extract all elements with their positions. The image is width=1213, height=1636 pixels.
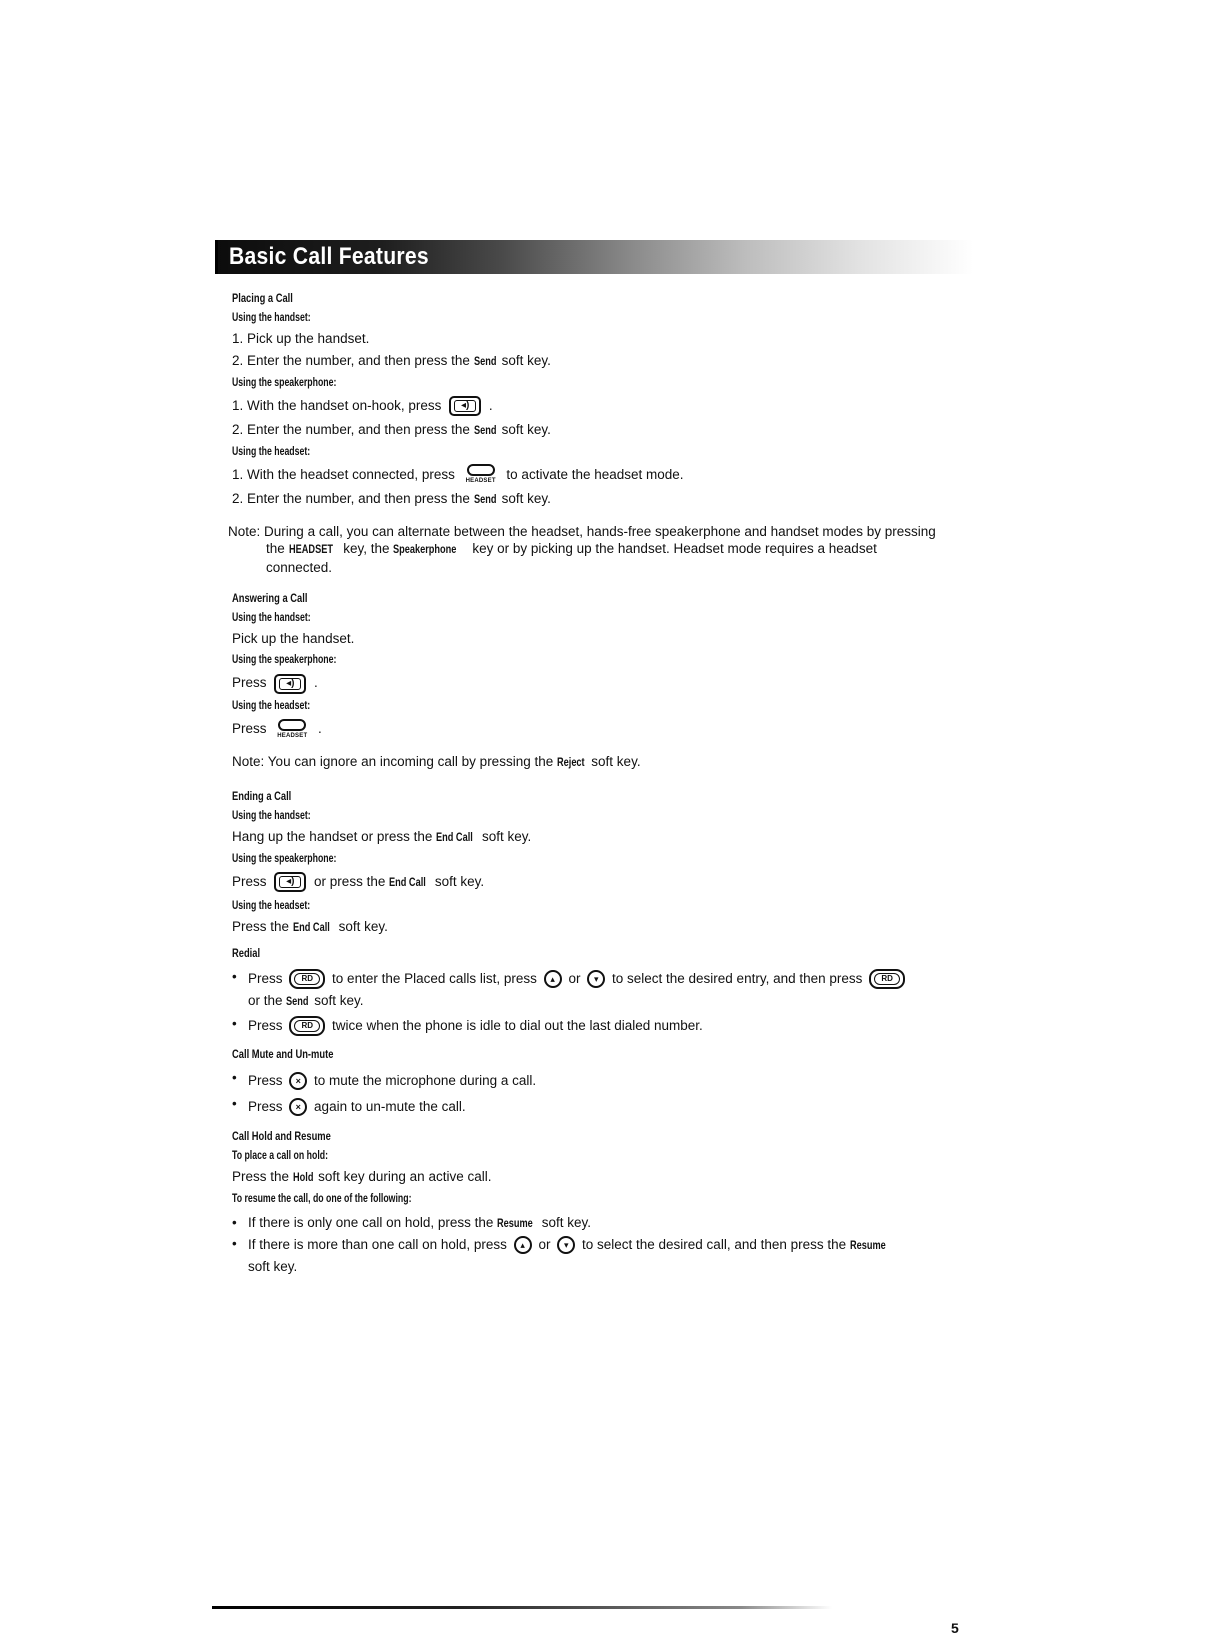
resume-key-label: Resume [497, 1217, 533, 1230]
note-text: During a call, you can alternate between the headset, hands-free speakerphone and handset modes by pressing [264, 524, 936, 540]
step-text [232, 488, 972, 511]
subheading-handset: Using the handset: [232, 612, 311, 625]
mute-icon: × [289, 1098, 307, 1116]
text: 1. With the handset on-hook, press [232, 398, 442, 413]
speaker-icon: ◂) [274, 674, 306, 694]
end-call-key-label: End Call [436, 831, 473, 844]
send-key-label: Send [473, 425, 497, 437]
subheading-handset: Using the handset: [232, 312, 311, 324]
text: 2. Enter the number, and then press the [232, 353, 470, 368]
heading-mute: Call Mute and Un-mute [232, 1046, 334, 1061]
send-key-label: Send [473, 356, 497, 368]
end-text: Hang up the handset or press the End Call soft key. [232, 826, 972, 849]
list-item: • If there is more than one call on hold, press ▴ or ▾ to select the desired call, and then press the Resume soft key. [232, 1234, 972, 1276]
end-call-key-label: End Call [389, 876, 426, 889]
subheading-headset: Using the headset: [232, 700, 311, 713]
text: 2. Enter the number, and then press the [232, 491, 470, 507]
note-alternate-modes [228, 523, 972, 576]
subheading-handset: Using the handset: [232, 809, 311, 822]
note-ignore-call: Note: You can ignore an incoming call by pressing the Reject soft key. [232, 751, 972, 774]
answer-text: Press HEADSET . [232, 716, 972, 742]
headset-icon: HEADSET [463, 462, 499, 488]
redial-icon: RD [289, 1016, 325, 1036]
resume-key-label: Resume [849, 1239, 886, 1252]
heading-answering-call: Answering a Call [232, 591, 308, 606]
text: soft key. [501, 353, 551, 368]
heading-ending-call: Ending a Call [232, 788, 292, 803]
text: 1. With the headset connected, press [232, 467, 455, 482]
section-banner [215, 240, 973, 274]
text: soft key. [501, 422, 551, 437]
speakerphone-key-label: Speakerphone [393, 544, 457, 557]
heading-redial: Redial [232, 945, 261, 960]
hold-text: Press the Hold soft key during an active call. [232, 1166, 972, 1189]
text: 2. Enter the number, and then press the [232, 422, 470, 437]
page-number: 5 [951, 1620, 959, 1636]
subheading-speakerphone: Using the speakerphone: [232, 852, 337, 865]
step-text [232, 419, 972, 442]
subheading-speakerphone: Using the speakerphone: [232, 654, 337, 667]
hold-key-label: Hold [292, 1171, 314, 1184]
text: to activate the headset mode. [506, 467, 684, 482]
list-item: • Press RD twice when the phone is idle to dial out the last dialed number. [232, 1014, 972, 1038]
step-text [232, 350, 972, 373]
heading-hold-resume: Call Hold and Resume [232, 1128, 331, 1143]
note-prefix: Note: [228, 524, 261, 540]
headset-key-label: HEADSET [288, 544, 333, 557]
mute-icon: × [289, 1072, 307, 1090]
speaker-icon: ◂) [274, 872, 306, 892]
down-arrow-icon: ▾ [587, 970, 605, 988]
step-text: 1. With the handset on-hook, press ◂) . [232, 393, 972, 419]
subheading-headset: Using the headset: [232, 446, 311, 458]
list-item: • Press × again to un-mute the call. [232, 1094, 972, 1120]
redial-icon: RD [289, 969, 325, 989]
speaker-icon: ◂) [449, 396, 481, 416]
list-item: • If there is only one call on hold, press the Resume soft key. [232, 1213, 972, 1234]
footer-rule [212, 1606, 832, 1609]
note-text: connected. [266, 560, 333, 576]
end-text: Press ◂) or press the End Call soft key. [232, 869, 972, 896]
page-content [228, 288, 972, 1276]
subheading-speakerphone: Using the speakerphone: [232, 377, 337, 389]
send-key-label: Send [473, 494, 497, 507]
note-text: the HEADSET key, the Speakerphone key or by picking up the handset. Headset mode requires a headset [228, 540, 972, 559]
down-arrow-icon: ▾ [557, 1236, 575, 1254]
subheading-place-hold: To place a call on hold: [232, 1149, 328, 1162]
end-text: Press the End Call soft key. [232, 916, 972, 939]
heading-placing-call: Placing a Call [232, 291, 293, 305]
send-key-label: Send [286, 995, 309, 1008]
up-arrow-icon: ▴ [544, 970, 562, 988]
text: soft key. [501, 491, 551, 507]
end-call-key-label: End Call [292, 921, 330, 934]
list-item: • Press RD to enter the Placed calls list, press ▴ or ▾ to select the desired entry, and then press RD or the Send soft key. [232, 967, 972, 1012]
redial-icon: RD [869, 969, 905, 989]
answer-text: Pick up the handset. [232, 631, 355, 647]
subheading-headset: Using the headset: [232, 899, 311, 912]
list-item: • Press × to mute the microphone during a call. [232, 1068, 972, 1094]
step-text [232, 462, 972, 488]
section-title: Basic Call Features [229, 243, 429, 270]
step-text: 1. Pick up the handset. [232, 331, 370, 346]
headset-icon: HEADSET [274, 717, 310, 743]
answer-text: Press ◂) . [232, 670, 972, 696]
up-arrow-icon: ▴ [514, 1236, 532, 1254]
reject-key-label: Reject [557, 756, 585, 769]
subheading-resume: To resume the call, do one of the following: [232, 1192, 412, 1205]
